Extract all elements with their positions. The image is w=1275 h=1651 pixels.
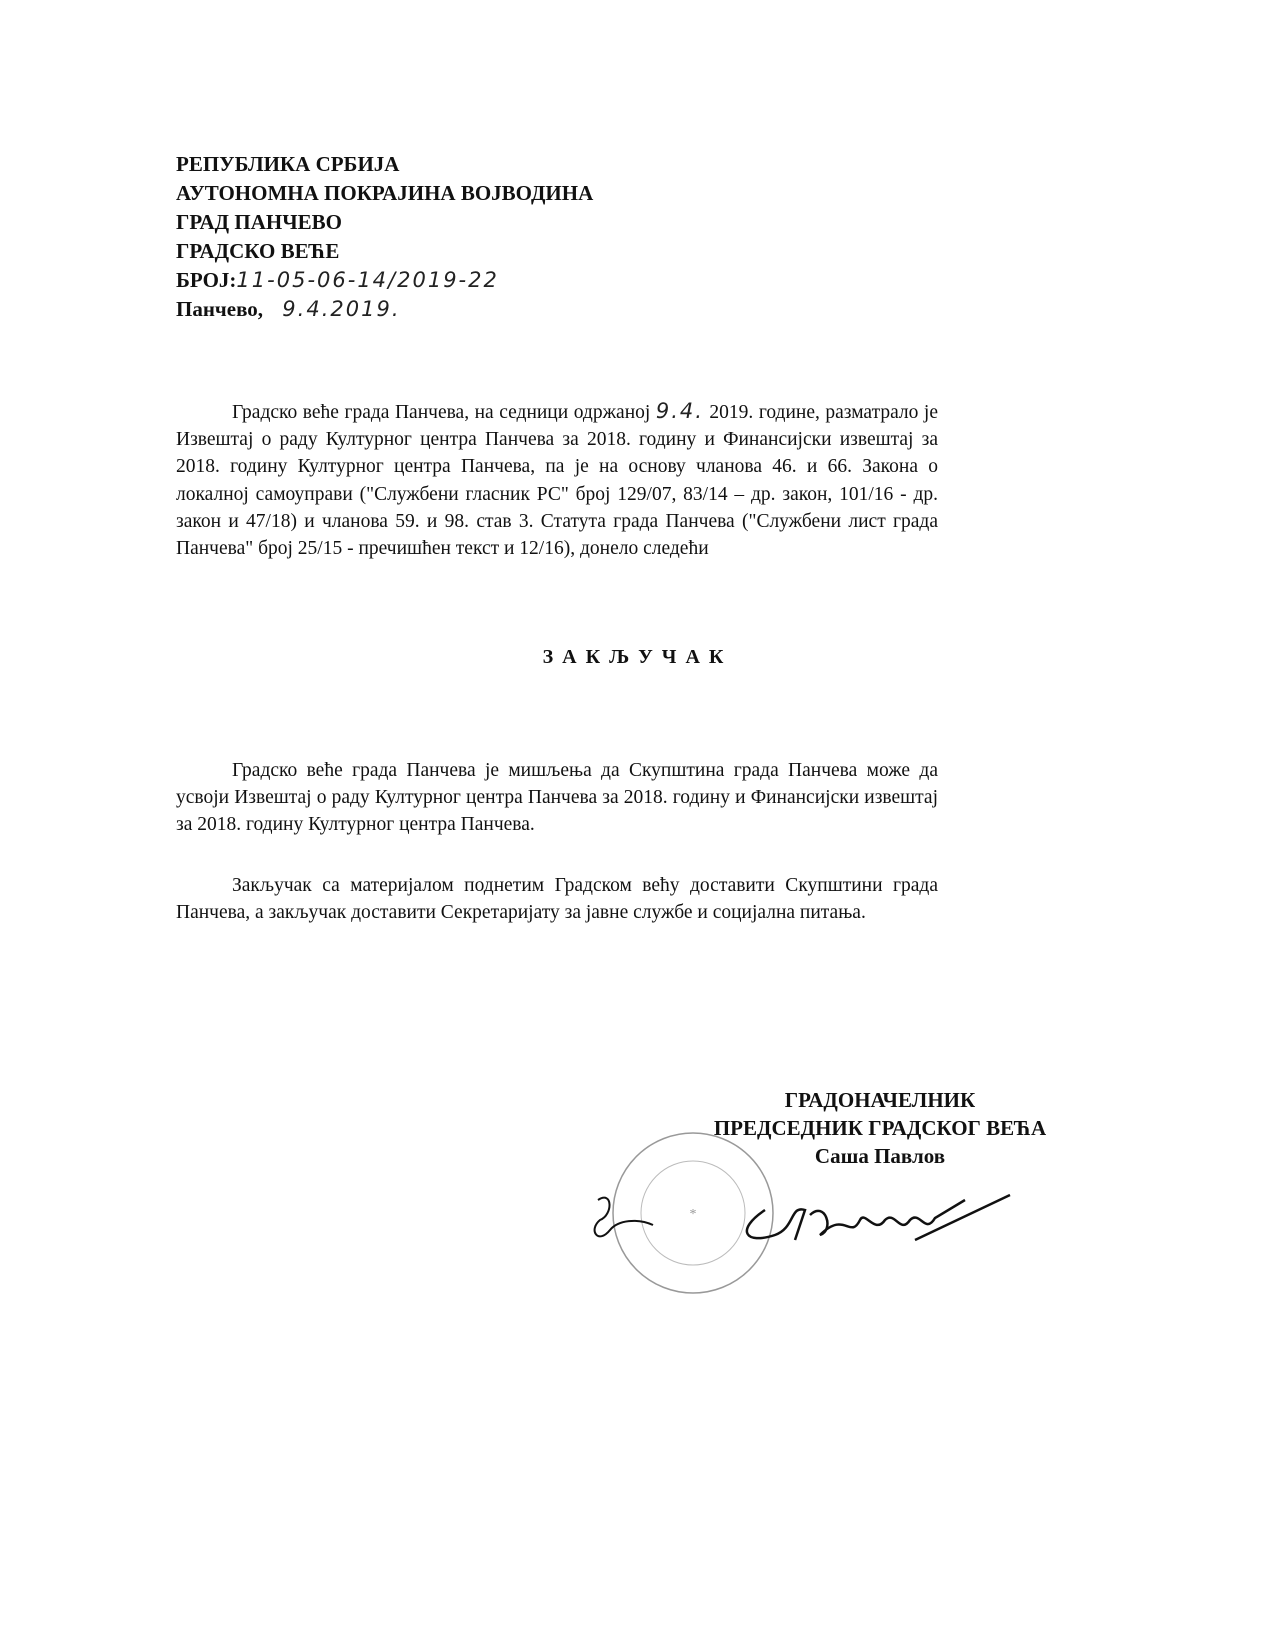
header-line: АУТОНОМНА ПОКРАЈИНА ВОЈВОДИНА xyxy=(176,181,594,205)
number-label: БРОЈ: xyxy=(176,268,237,292)
intro-text: Градско веће града Панчева, на седници одржаној xyxy=(232,402,656,423)
signatory-name: Саша Павлов xyxy=(814,1144,946,1168)
document-number xyxy=(176,266,593,295)
intro-paragraph xyxy=(176,398,938,562)
document-header xyxy=(176,150,593,324)
conclusion-paragraph: Закључак са материјалом поднетим Градском већу доставити Скупштини града Панчева, а закључак доставити Секретаријату за јавне службе и социјална питања. xyxy=(176,875,938,924)
signatory-title: ГРАДОНАЧЕЛНИК xyxy=(784,1088,976,1112)
header-line: РЕПУБЛИКА СРБИЈА xyxy=(176,152,400,176)
intro-text: 2019. године, разматрало је Извештај о раду Културног центра Панчева за 2018. годину и Финансијски извештај за 2018. годину Културног центра Панчева, па је на основу чланова 46. и 66. Закона о локалној самоуправи ("Службени гласник РС" број 129/07, 83/14 – др. закон, 101/16 - др. закон и 47/18) и чланова 59. и 98. став 3. Статута града Панчева ("Службени лист града Панчева" број 25/15 - пречишћен текст и 12/16), донело следећи xyxy=(176,402,938,560)
place-label: Панчево, xyxy=(176,297,264,321)
svg-text:*: * xyxy=(689,1207,697,1222)
signature-block xyxy=(660,1086,1100,1170)
header-line: ГРАДСКО ВЕЋЕ xyxy=(176,239,340,263)
document-title: ЗАКЉУЧАК xyxy=(542,646,733,668)
date-value: 9.4.2019. xyxy=(282,297,401,321)
document-date xyxy=(176,295,593,324)
session-date: 9.4. xyxy=(655,399,704,423)
handwritten-signature xyxy=(735,1190,1015,1250)
number-value: 11-05-06-14/2019-22 xyxy=(236,268,499,292)
signatory-title: ПРЕДСЕДНИК ГРАДСКОГ ВЕЋА xyxy=(713,1116,1047,1140)
signature-flourish xyxy=(588,1190,658,1250)
header-line: ГРАД ПАНЧЕВО xyxy=(176,210,342,234)
conclusion-paragraph: Градско веће града Панчева је мишљења да Скупштина града Панчева може да усвоји Извештај о раду Културног центра Панчева за 2018. годину и Финансијски извештај за 2018. годину Културног центра Панчева. xyxy=(176,760,938,836)
